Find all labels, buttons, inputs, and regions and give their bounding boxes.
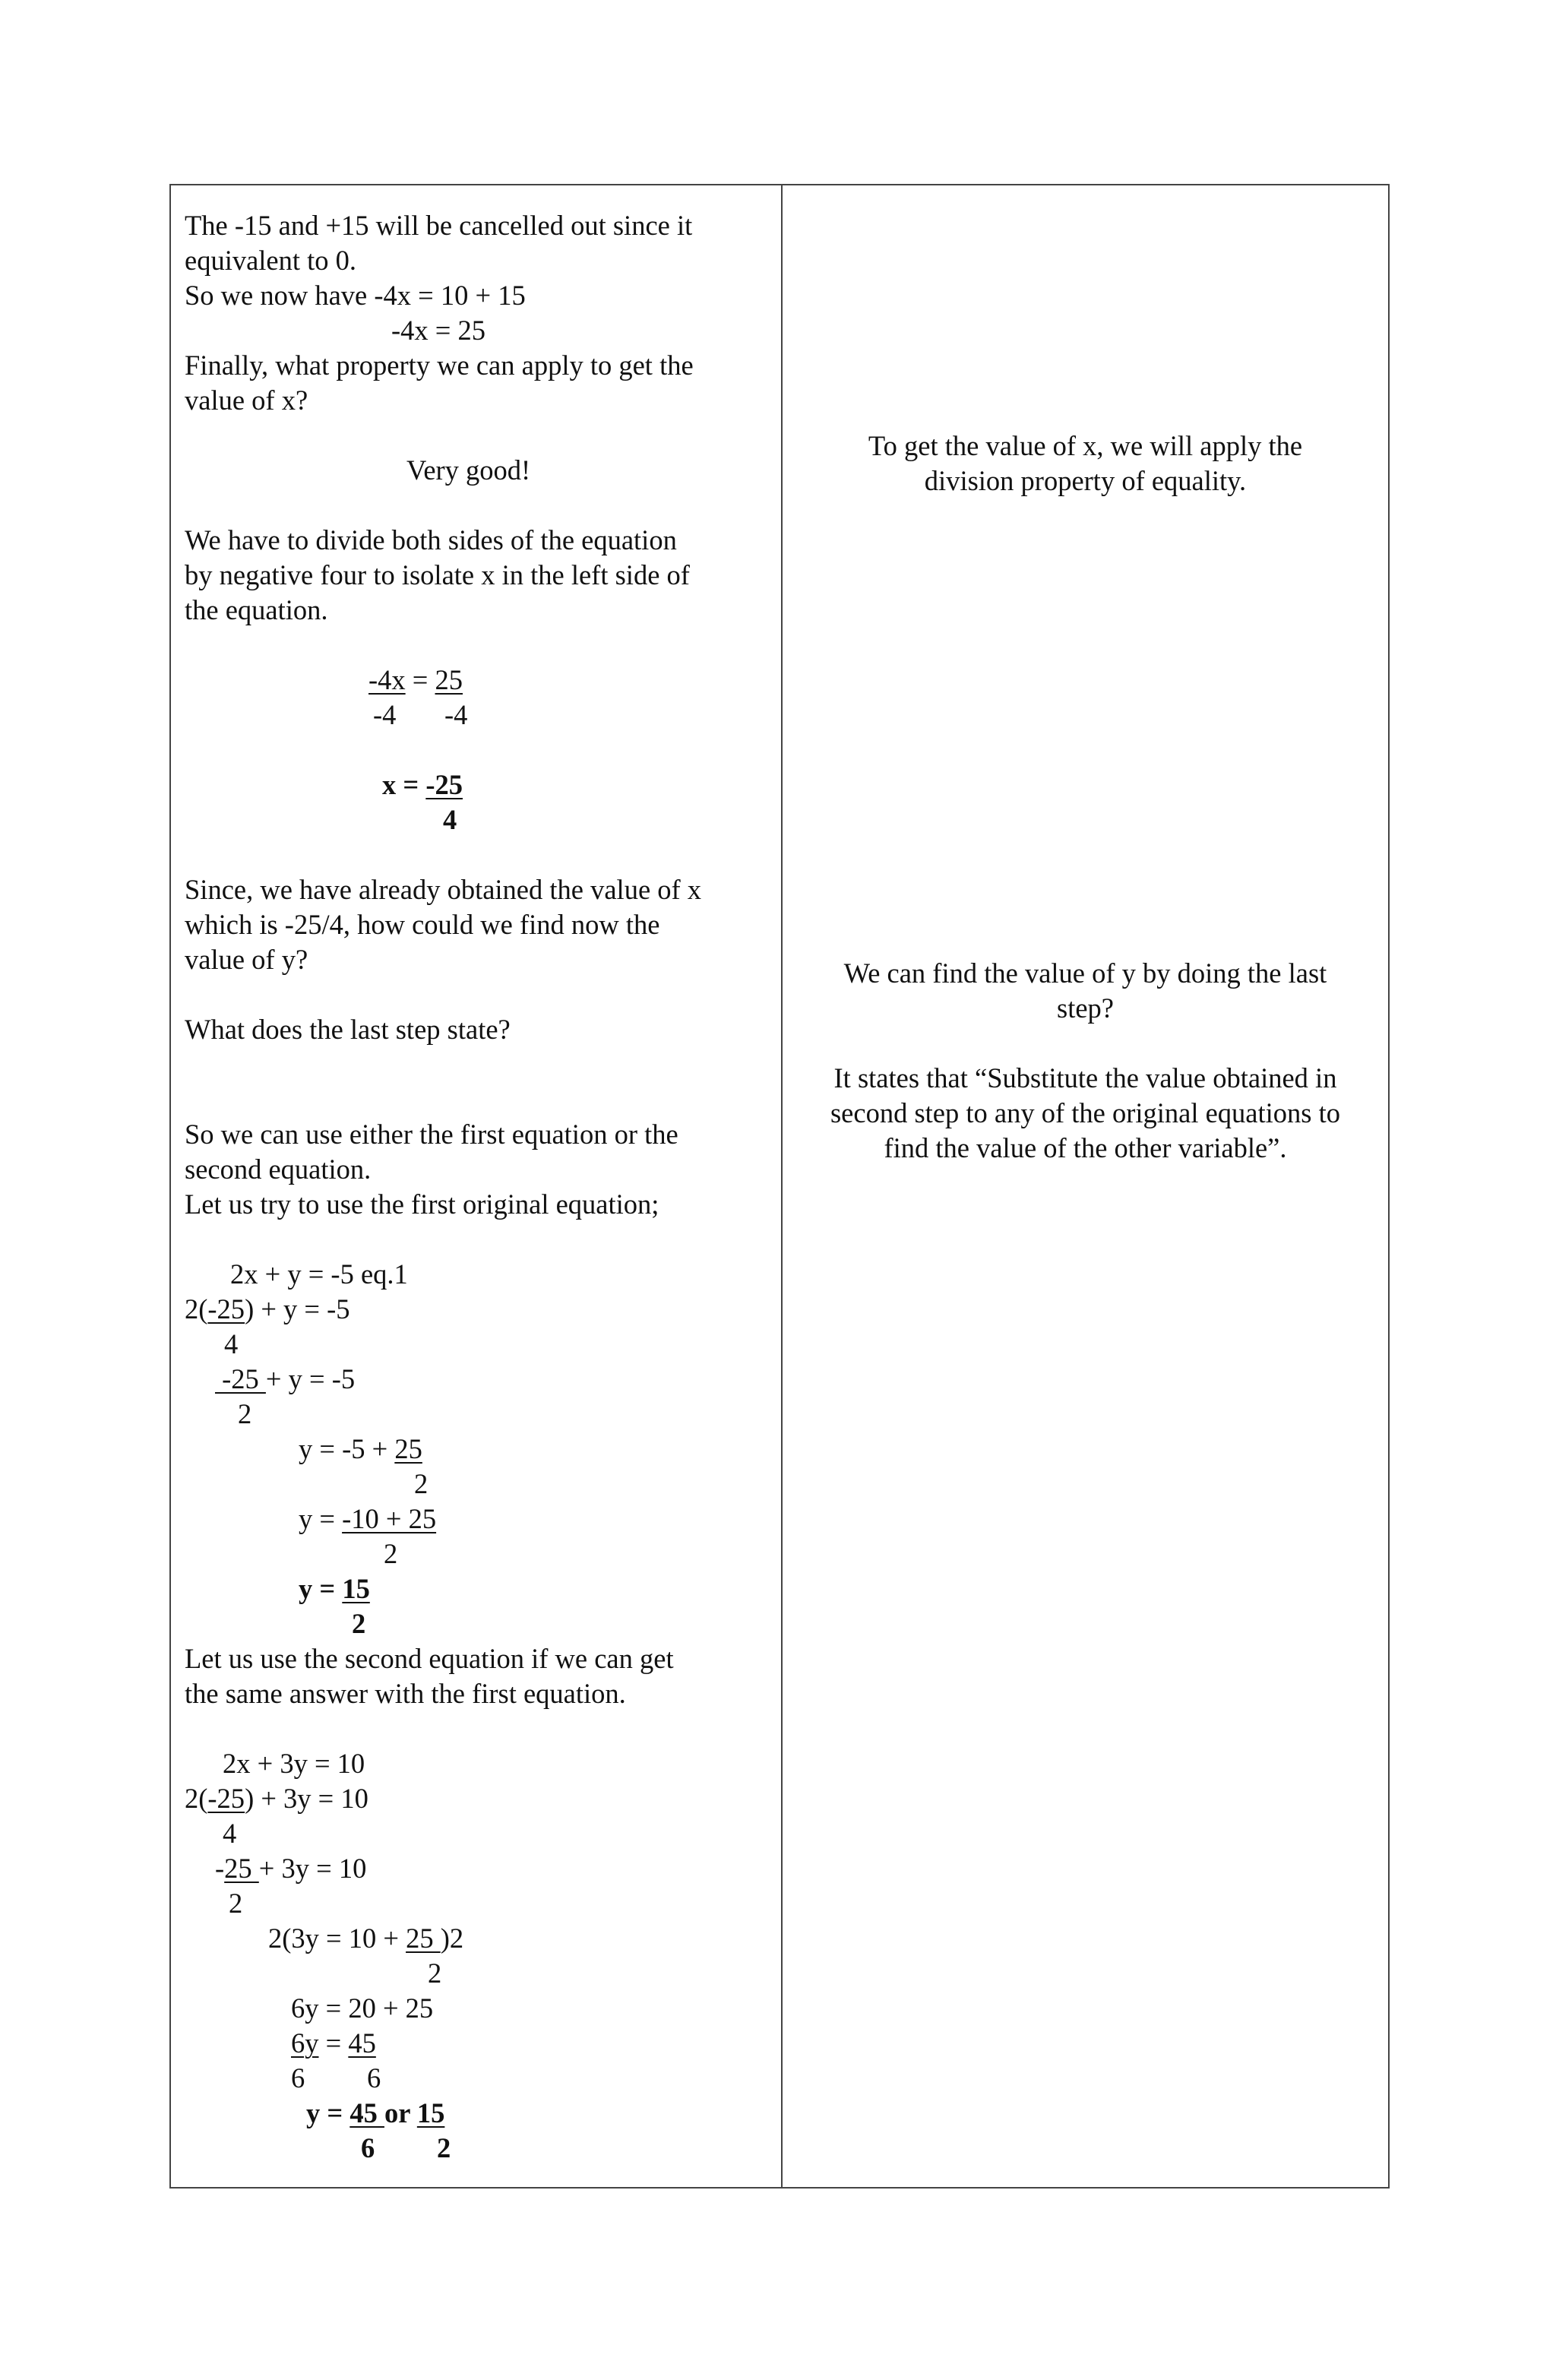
division-denominator-right: -4 (444, 699, 468, 730)
either-line: So we can use either the first equation or the (185, 1119, 678, 1150)
eq1-line: 2x + y = -5 eq.1 (230, 1258, 408, 1290)
fraction-numerator: -4x (368, 664, 406, 695)
eq1-line: -25 + y = -5 (215, 1363, 356, 1394)
since-line: Since, we have already obtained the value of x (185, 874, 702, 905)
intro-line: Finally, what property we can apply to get the (185, 350, 694, 381)
intro-line: value of x? (185, 385, 308, 416)
x-result-denominator: 4 (443, 804, 457, 835)
eq2-line: 2(3y = 10 + 25 )2 (268, 1923, 464, 1954)
eq2-line: 2 (229, 1888, 243, 1919)
eq1-line: 2 (384, 1538, 398, 1569)
eq1-result-denominator: 2 (352, 1608, 366, 1639)
either-line: Let us try to use the first original equation; (185, 1188, 659, 1220)
eq2-denominator-left: 6 (291, 2062, 305, 2094)
eq1-line: 2 (414, 1468, 429, 1499)
answer-line: It states that “Substitute the value obtained in (833, 1062, 1337, 1093)
fraction-numerator: -25 (425, 769, 463, 800)
divide-line: the equation. (185, 594, 328, 625)
eq2-line: 6y = 20 + 25 (291, 1992, 434, 2024)
eq2-denominator-right: 6 (367, 2062, 381, 2094)
eq1-line: y = -10 + 25 (299, 1503, 437, 1534)
divide-line: by negative four to isolate x in the left side of (185, 559, 690, 590)
eq2-line: 2x + 3y = 10 (223, 1748, 365, 1779)
eq2-result-denominator-left: 6 (361, 2132, 375, 2163)
eq2-result-denominator-right: 2 (437, 2132, 451, 2163)
eq2-line: 2 (428, 1957, 442, 1989)
eq1-line: 2(-25) + y = -5 (185, 1293, 350, 1325)
last-step-question: What does the last step state? (185, 1014, 511, 1045)
answer-line: find the value of the other variable”. (884, 1132, 1287, 1163)
eq2-line: 6y = 45 (291, 2027, 376, 2059)
intro-line: -4x = 25 (391, 315, 485, 346)
answer-line: step? (1057, 992, 1114, 1024)
answer-line: second step to any of the original equations to (830, 1097, 1341, 1128)
eq2-line: 2(-25) + 3y = 10 (185, 1783, 368, 1814)
second-line: Let us use the second equation if we can get (185, 1643, 674, 1674)
either-line: second equation. (185, 1154, 372, 1185)
intro-line: The -15 and +15 will be cancelled out since it (185, 210, 693, 241)
x-result: x = -25 (382, 769, 463, 800)
since-line: value of y? (185, 944, 308, 975)
eq2-line: 4 (223, 1818, 237, 1849)
eq1-line: 4 (224, 1328, 239, 1359)
eq2-line: -25 + 3y = 10 (215, 1853, 367, 1884)
divide-line: We have to divide both sides of the equation (185, 524, 677, 555)
since-line: which is -25/4, how could we find now the (185, 909, 660, 940)
division-denominator-left: -4 (373, 699, 397, 730)
answer-line: To get the value of x, we will apply the (868, 430, 1303, 461)
eq2-result: y = 45 or 15 (306, 2097, 445, 2128)
fraction-numerator: 25 (435, 664, 463, 695)
eq1-line: y = -5 + 25 (299, 1433, 422, 1464)
eq1-result: y = 15 (299, 1573, 370, 1604)
answer-line: We can find the value of y by doing the last (843, 957, 1327, 989)
second-line: the same answer with the first equation. (185, 1678, 626, 1709)
answer-line: division property of equality. (924, 465, 1247, 496)
intro-line: equivalent to 0. (185, 245, 357, 276)
very-good-text: Very good! (406, 454, 531, 486)
eq1-line: 2 (238, 1398, 252, 1429)
lesson-table (169, 184, 1390, 2189)
division-equation: -4x = 25 (368, 664, 463, 695)
intro-line: So we now have -4x = 10 + 15 (185, 280, 526, 311)
